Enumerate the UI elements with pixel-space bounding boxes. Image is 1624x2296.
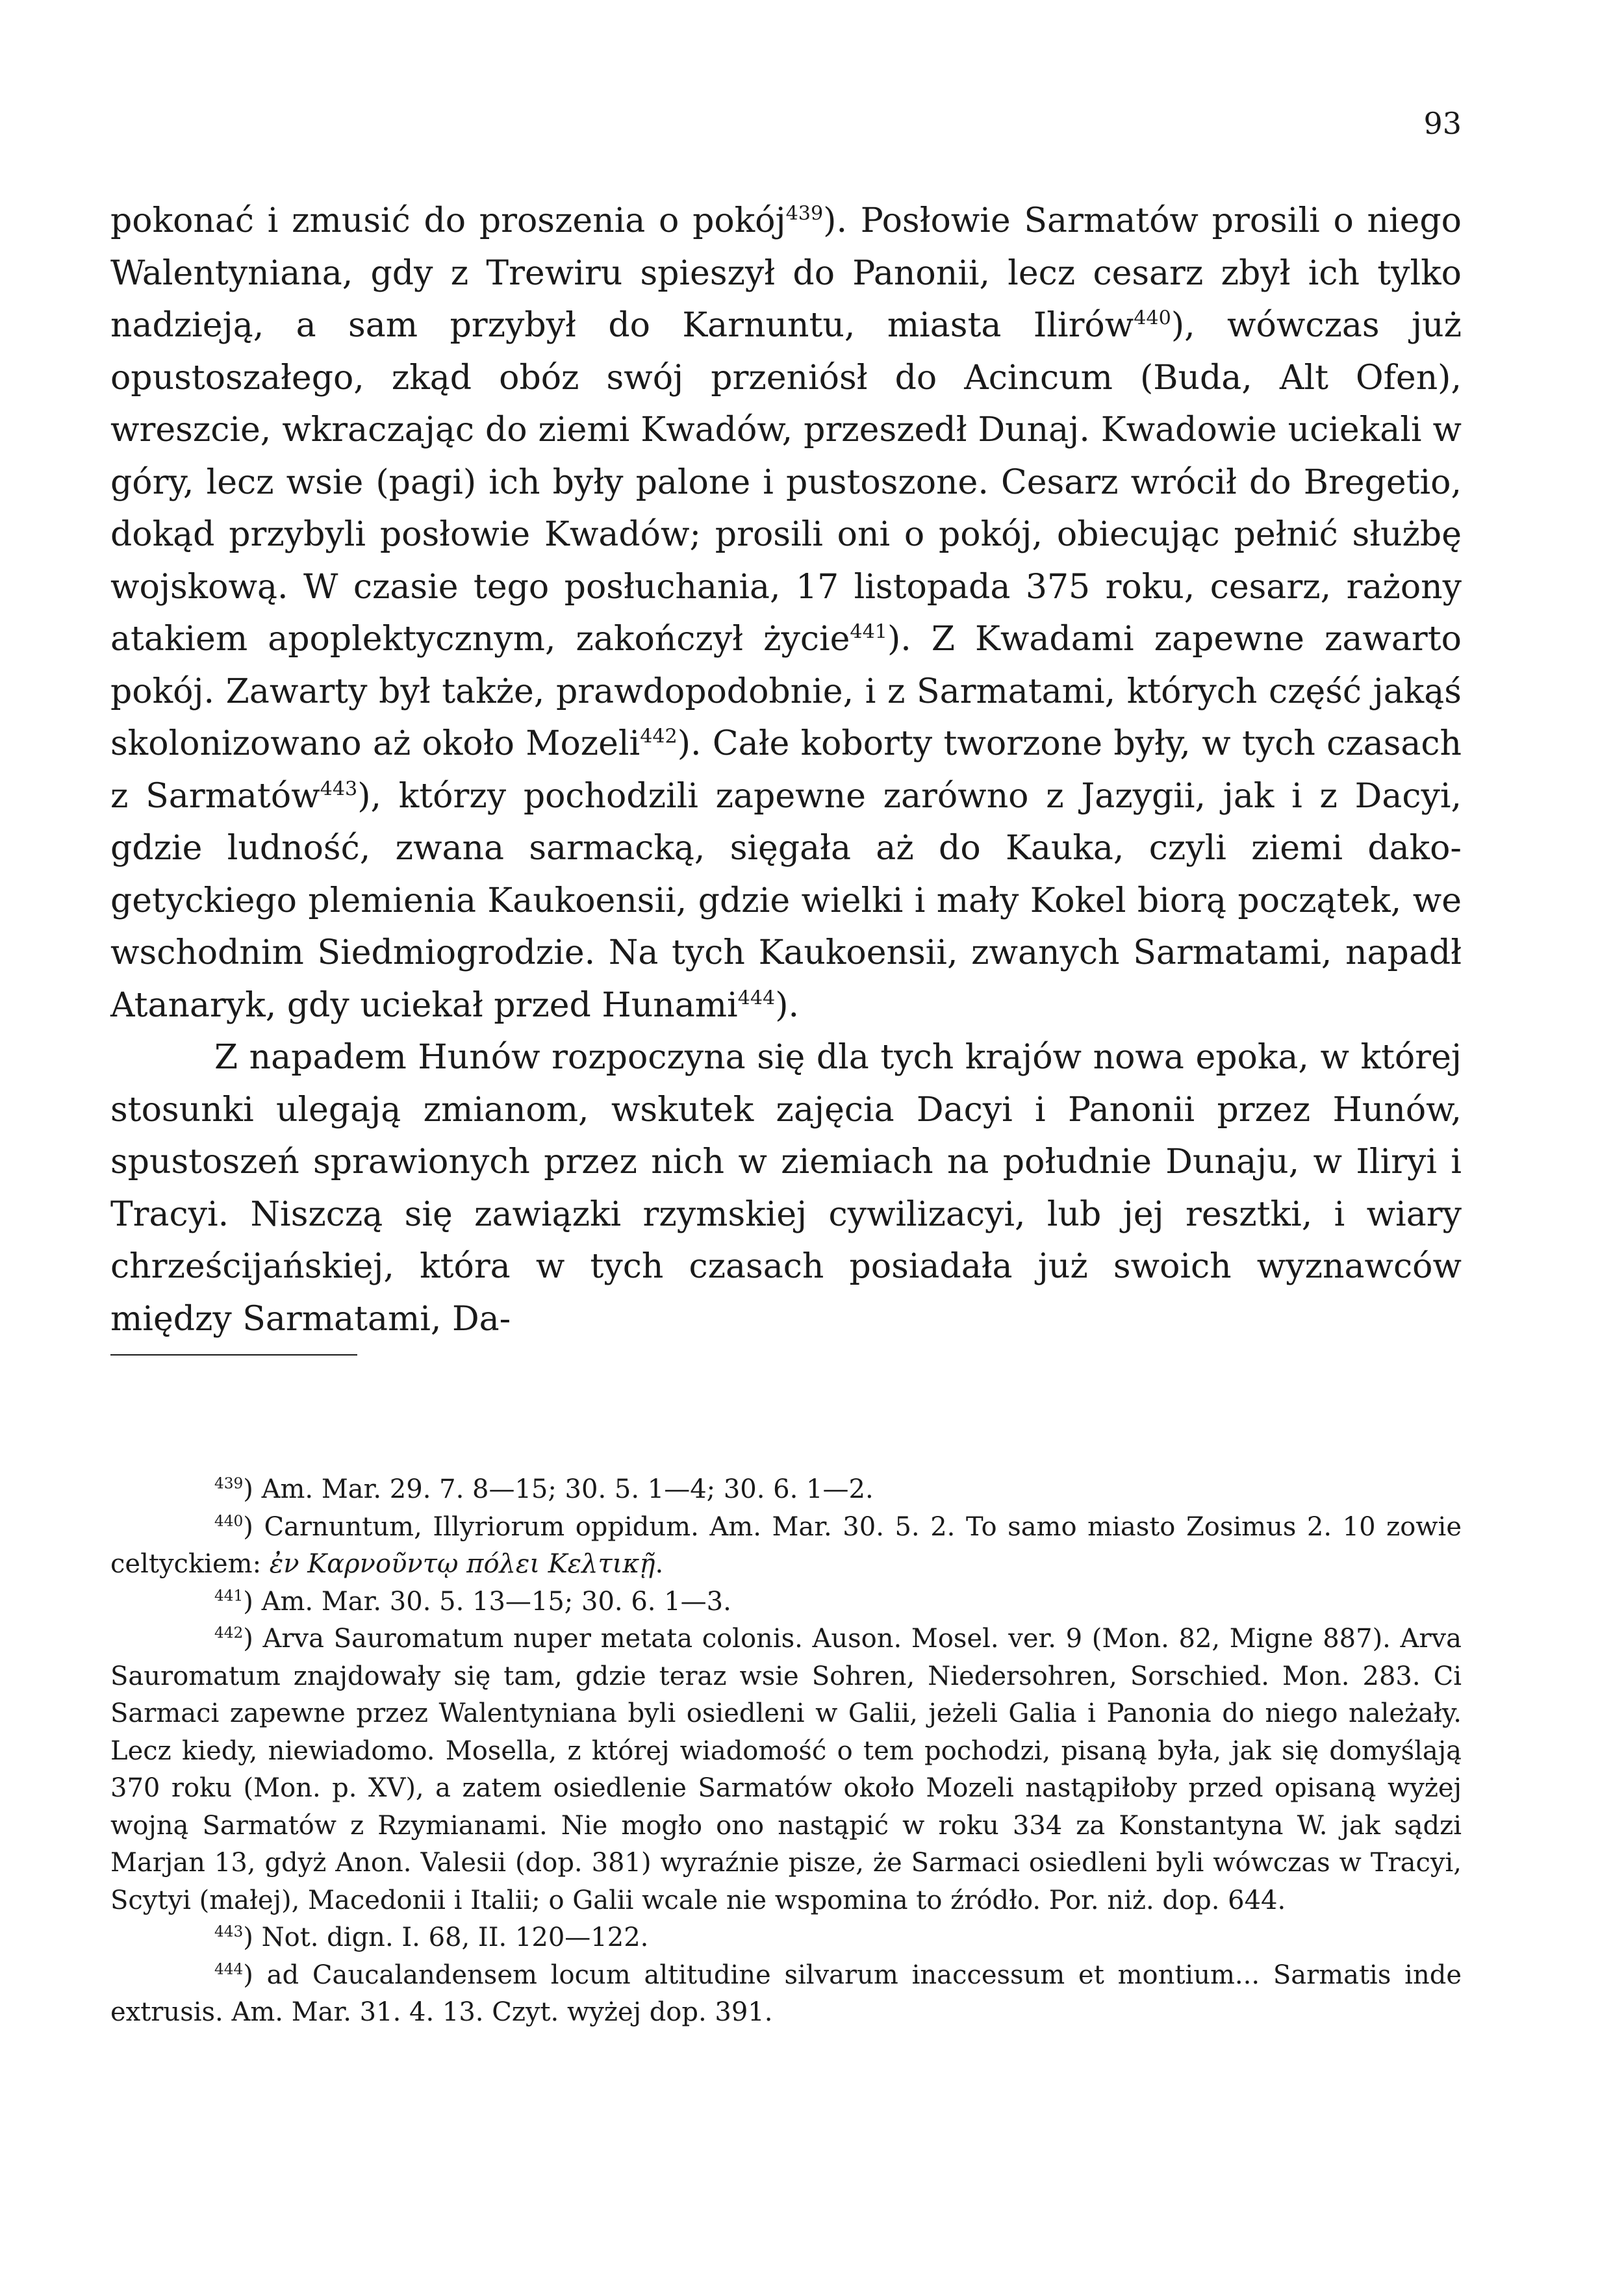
footnote-ref: 443 [320, 777, 358, 801]
footnote-number: 442 [214, 1624, 244, 1642]
text-run: ). [775, 985, 800, 1025]
footnote-ref: 444 [737, 987, 776, 1010]
text-run: pokonać i zmusić do proszenia o pokój [110, 201, 786, 240]
footnote-number: 440 [214, 1512, 244, 1530]
paragraph [110, 1031, 1462, 1345]
footnote-separator [110, 1354, 357, 1356]
footnote-number: 444 [214, 1960, 244, 1978]
text-run: Z napadem Hunów rozpoczyna się dla tych krajów nowa epoka, w której stosunki ulegają zmianom, wskutek zajęcia Dacyi i Panonii przez Hunów, spustoszeń sprawionych przez nich w ziemiach na południe Dunaju, w Iliryi i Tracyi. Niszczą się zawiązki rzymskiej cywilizacyi, lub jej resztki, i wiary chrześcijańskiej, która w tych czasach posiadała już swoich wyznawców między Sarmatami, Da- [110, 1038, 1462, 1339]
text-run: ) Not. dign. I. 68, II. 120—122. [243, 1923, 649, 1952]
footnote-number: 443 [214, 1923, 244, 1941]
text-run: ). Posłowie Sarmatów prosili o niego Walentyniana, gdy z Trewiru spieszył do Panonii, lecz cesarz zbył ich tylko nadzieją, a sam przybył do Karnuntu, miasta Ilirów [110, 201, 1462, 345]
footnote-number: 439 [214, 1474, 244, 1493]
main-text [110, 195, 1462, 1345]
paragraph [110, 195, 1462, 1031]
greek-text: ἐν Καρνοῦντῳ πόλει Κελτικῇ [269, 1549, 655, 1579]
text-run: ) Arva Sauromatum nuper metata colonis. Auson. Mosel. ver. 9 (Mon. 82, Migne 887). Arva Sauromatum znajdowały się tam, gdzie teraz wsie Sohren, Niedersohren, Sorschied. Mon. 283. Ci Sarmaci zapewne przez Walentyniana byli osiedleni w Galii, jeżeli Galia i Panonia do niego należały. Lecz kiedy, niewiadomo. Mosella, z której wiadomość o tem pochodzi, pisaną była, jak się domyślają 370 roku (Mon. p. XV), a zatem osiedlenie Sarmatów około Mozeli nastąpiłoby przed opisaną wyżej wojną Sarmatów z Rzymianami. Nie mogło ono nastąpić w roku 334 za Konstantyna W. jak sądzi Marjan 13, gdyż Anon. Valesii (dop. 381) wyraźnie pisze, że Sarmaci osiedleni byli wówczas w Tracyi, Scytyi (małej), Macedonii i Italii; o Galii wcale nie wspomina to źródło. Por. niż. dop. 644. [110, 1624, 1462, 1915]
text-run: ), wówczas już opustoszałego, zkąd obóz swój przeniósł do Acincum (Buda, Alt Ofen), wreszcie, wkraczając do ziemi Kwadów, przeszedł Dunaj. Kwadowie uciekali w góry, lecz wsie (pagi) ich były palone i pustoszone. Cesarz wrócił do Bregetio, dokąd przybyli posłowie Kwadów; prosili oni o pokój, obiecując pełnić służbę wojskową. W czasie tego posłuchania, 17 listopada 375 roku, cesarz, rażony atakiem apoplektycznym, zakończył życie [110, 306, 1462, 659]
text-run: . [655, 1549, 664, 1579]
text-run: ). Z Kwadami zapewne zawarto pokój. Zawarty był także, prawdopodobnie, i z Sarmatami, których część jakąś skolonizowano aż około Mozeli [110, 620, 1462, 763]
footnote-ref: 439 [785, 202, 824, 225]
text-run: ) Am. Mar. 30. 5. 13—15; 30. 6. 1—3. [243, 1586, 731, 1617]
text-run: ), którzy pochodzili zapewne zarówno z Jazygii, jak i z Dacyi, gdzie ludność, zwana sarmacką, sięgała aż do Kauka, czyli ziemi dako-getyckiego plemienia Kaukoensii, gdzie wielki i mały Kokel biorą początek, we wschodnim Siedmiogrodzie. Na tych Kaukoensii, zwanych Sarmatami, napadł Atanaryk, gdy uciekał przed Hunami [110, 776, 1462, 1025]
text-run: ) Carnuntum, Illyriorum oppidum. Am. Mar. 30. 5. 2. To samo miasto Zosimus 2. 10 zowie celtyckiem: [110, 1511, 1462, 1579]
footnote-number: 441 [214, 1587, 244, 1605]
text-run: ) Am. Mar. 29. 7. 8—15; 30. 5. 1—4; 30. 6. 1—2. [243, 1474, 874, 1504]
text-run: ). Całe koborty tworzone były, w tych czasach z Sarmatów [110, 724, 1462, 816]
book-page [110, 104, 1462, 2247]
page-number: 93 [1423, 106, 1462, 141]
text-run: ) ad Caucalandensem locum altitudine silvarum inaccessum et montium... Sarmatis inde extrusis. Am. Mar. 31. 4. 13. Czyt. wyżej dop. 391. [110, 1960, 1462, 2027]
footnote-ref: 440 [1134, 307, 1171, 330]
footnote-ref: 441 [850, 620, 887, 644]
footnote-ref: 442 [640, 725, 678, 748]
